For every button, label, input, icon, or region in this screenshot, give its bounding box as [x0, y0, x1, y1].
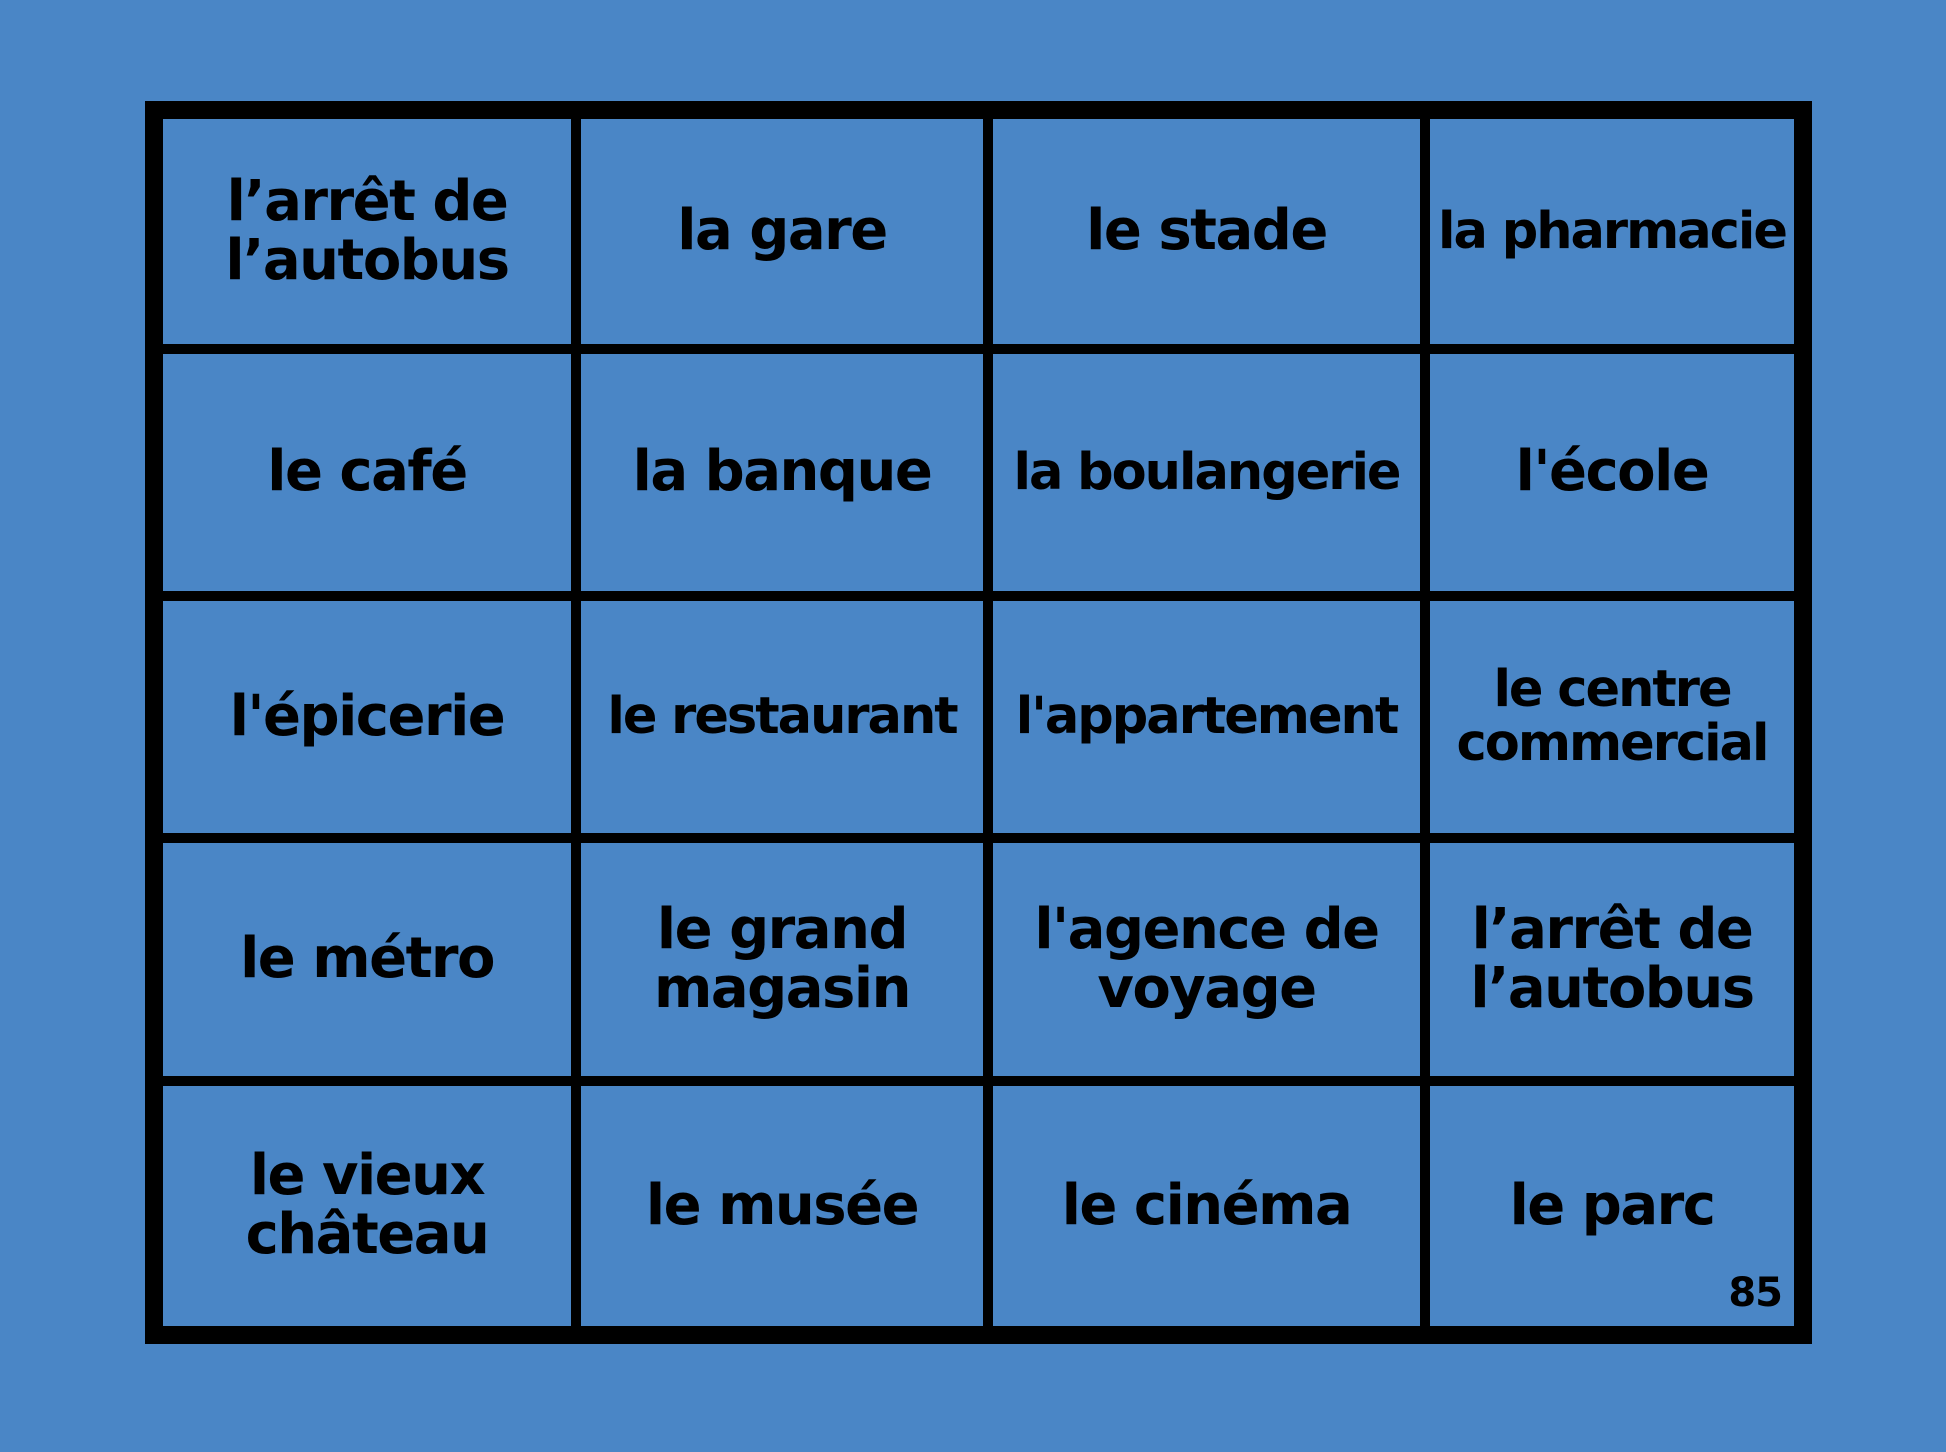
page-number: 85	[1728, 1270, 1782, 1316]
card-cell	[581, 601, 983, 833]
card-cell	[1430, 601, 1794, 833]
card-cell	[581, 119, 983, 344]
card-cell	[581, 843, 983, 1076]
grid-line-vertical	[1420, 119, 1430, 1326]
card-cell	[1430, 354, 1794, 591]
card-label: l’arrêt de l’autobus	[1470, 896, 1754, 1021]
card-label: la gare	[677, 198, 887, 264]
grid-line-horizontal	[163, 344, 1794, 354]
card-label: le café	[267, 439, 467, 505]
card-label: le grand magasin	[654, 896, 910, 1021]
card-cell	[993, 843, 1420, 1076]
card-cell	[163, 601, 571, 833]
grid-line-horizontal	[163, 833, 1794, 843]
card-cell	[993, 1086, 1420, 1326]
card-label: l'épicerie	[229, 683, 505, 749]
card-cell	[163, 843, 571, 1076]
card-label: le vieux château	[245, 1143, 489, 1267]
card-label: la boulangerie	[1013, 442, 1400, 502]
vocabulary-card-board	[145, 101, 1812, 1344]
card-cell	[1430, 119, 1794, 344]
card-label: le cinéma	[1061, 1172, 1352, 1238]
grid-line-vertical	[571, 119, 581, 1326]
card-cell	[993, 119, 1420, 344]
card-label: l’arrêt de l’autobus	[225, 168, 509, 293]
card-cell	[993, 354, 1420, 591]
card-label: le restaurant	[607, 687, 957, 747]
card-label: l'école	[1515, 439, 1709, 505]
grid-line-horizontal	[163, 1076, 1794, 1086]
card-label: l'agence de voyage	[1034, 896, 1379, 1021]
card-label: le musée	[645, 1172, 919, 1238]
card-cell	[163, 354, 571, 591]
grid-line-horizontal	[163, 591, 1794, 601]
card-cell	[163, 119, 571, 344]
card-cell	[581, 1086, 983, 1326]
card-cell	[581, 354, 983, 591]
grid-line-vertical	[983, 119, 993, 1326]
card-label: le centre commercial	[1456, 660, 1768, 773]
card-label: le stade	[1086, 198, 1327, 264]
card-label: le parc	[1509, 1172, 1715, 1238]
card-label: la banque	[632, 439, 932, 505]
card-label: le métro	[240, 926, 494, 992]
card-label: la pharmacie	[1438, 201, 1786, 261]
card-cell	[993, 601, 1420, 833]
card-label: l'appartement	[1015, 687, 1398, 747]
card-cell	[163, 1086, 571, 1326]
card-cell	[1430, 843, 1794, 1076]
card-cell	[1430, 1086, 1794, 1326]
